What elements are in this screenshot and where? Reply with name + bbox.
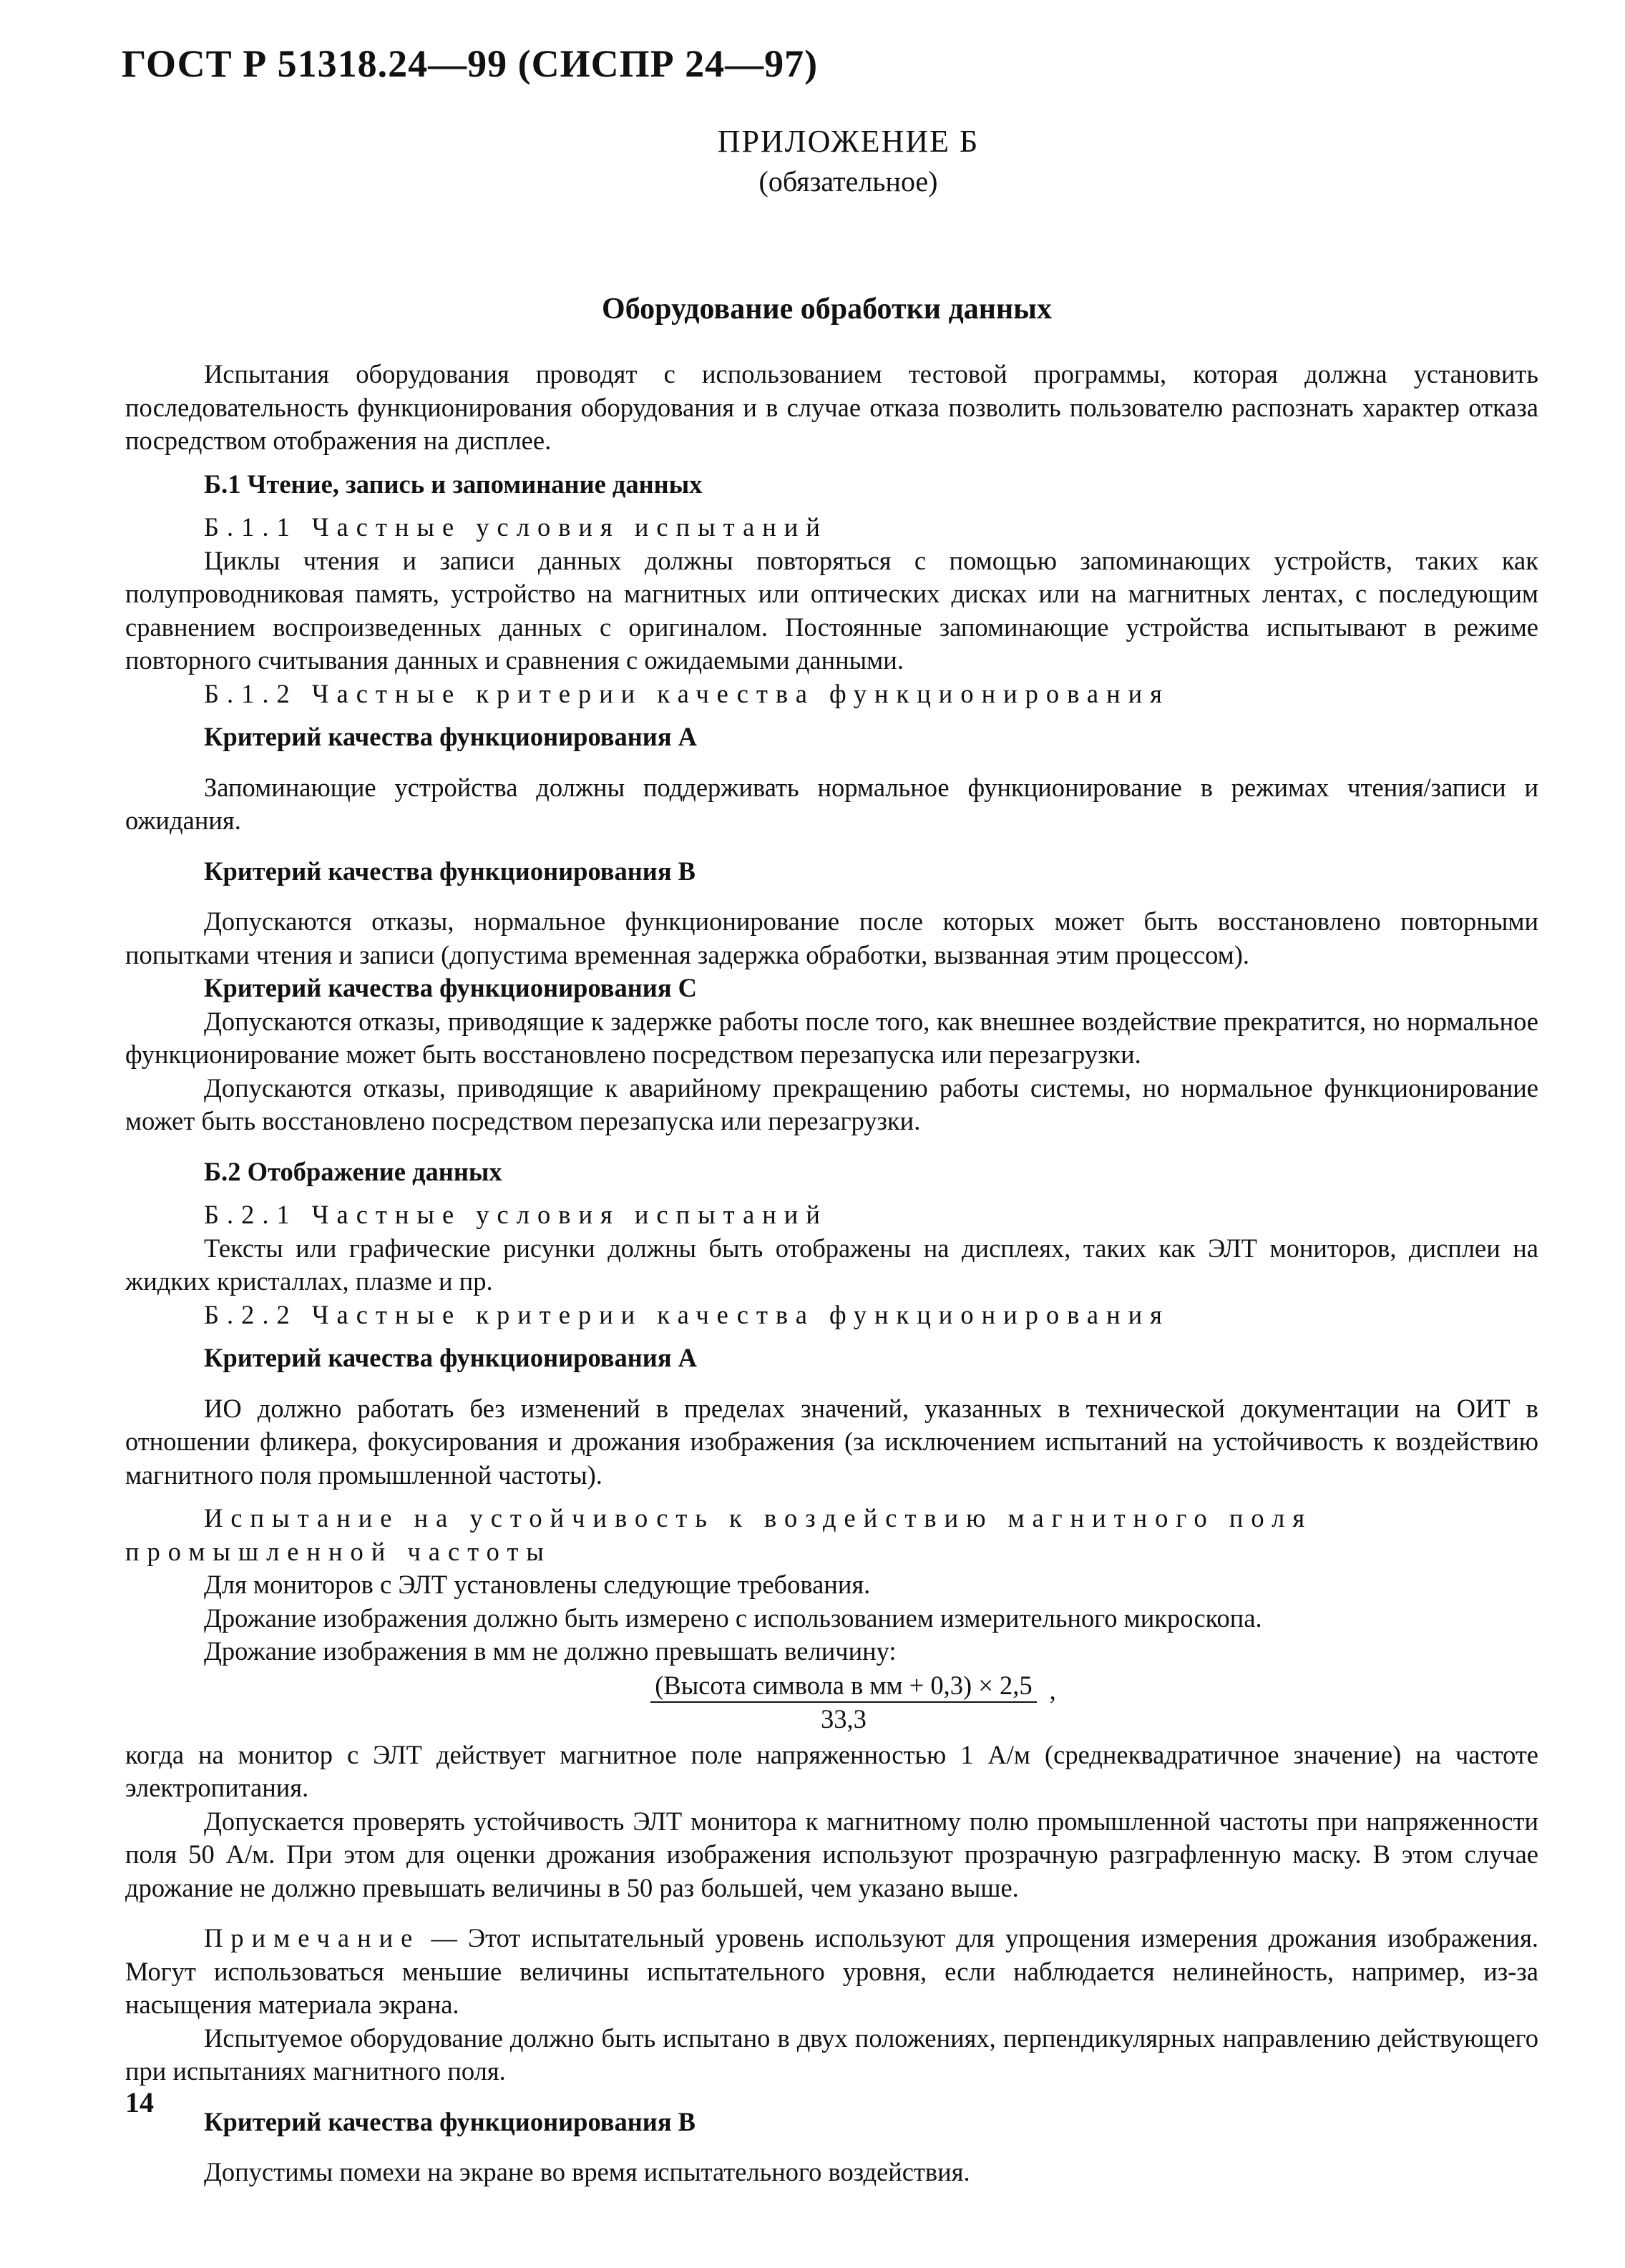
document-body (125, 358, 1538, 2189)
b1-criterion-c-text-2: Допускаются отказы, приводящие к аварийному прекращению работы системы, но нормальное функционирование может быть восстановлено посредством перезапуска или перезагрузки. (125, 1072, 1538, 1135)
appendix-subtitle: (обязательное) (758, 165, 938, 197)
document-title: Оборудование обработки данных (602, 293, 1052, 326)
b1-criterion-a-text: Запоминающие устройства должны поддерживать нормальное функционирование в режимах чтения/записи и ожидания. (125, 772, 1538, 835)
field-test-heading: Испытание на устойчивость к воздействию магнитного поля промышленной частоты (125, 1503, 1313, 1566)
microscope-measure-text: Дрожание изображения должно быть измерено с использованием измерительного микроскопа. (204, 1603, 1262, 1633)
section-b22-heading: Б.2.2 Частные критерии качества функционирования (204, 1299, 1170, 1329)
formula-numerator: (Высота символа в мм + 0,3) × 2,5 (650, 1670, 1036, 1703)
section-b1-heading: Б.1 Чтение, запись и запоминание данных (204, 469, 703, 499)
section-b11-text: Циклы чтения и записи данных должны повторяться с помощью запоминающих устройств, таких как полупроводниковая память, устройство на магнитных или оптических дисках или на магнитных лентах, с последующим сравнением воспроизведенных данных с оригиналом. Постоянные запоминающие устройства испытывают в режиме повторного считывания данных и сравнения с ожидаемыми данными. (125, 545, 1538, 675)
note-label: Примечание (204, 1923, 421, 1952)
standard-code-header: ГОСТ Р 51318.24—99 (СИСПР 24—97) (122, 42, 819, 85)
crt-requirements-text: Для мониторов с ЭЛТ установлены следующие требования. (204, 1570, 871, 1599)
section-b11-heading: Б.1.1 Частные условия испытаний (204, 512, 828, 542)
b2-criterion-b-text: Допустимы помехи на экране во время испытательного воздействия. (204, 2157, 970, 2186)
b1-criterion-c-text-1: Допускаются отказы, приводящие к задержке работы после того, как внешнее воздействие прекратится, но нормальное функционирование может быть восстановлено посредством перезапуска или перезагрузки. (125, 1006, 1538, 1069)
orientation-text: Испытуемое оборудование должно быть испытано в двух положениях, перпендикулярных направлению действующего при испытаниях магнитного поля. (125, 2023, 1538, 2086)
note-paragraph (125, 1922, 1538, 2022)
b2-criterion-a-text: ИО должно работать без изменений в пределах значений, указанных в технической документации на ОИТ в отношении фликера, фокусирования и дрожания изображения (за исключением испытаний на устойчивость к воздействию магнитного поля промышленной частоты). (125, 1393, 1538, 1490)
b1-criterion-b-heading: Критерий качества функционирования В (204, 856, 696, 886)
formula-comma: , (1049, 1675, 1056, 1705)
section-b2-heading: Б.2 Отображение данных (204, 1156, 502, 1186)
jitter-formula (125, 1670, 1538, 1739)
b1-criterion-b-text: Допускаются отказы, нормальное функционирование после которых может быть восстановлено повторными попытками чтения и записи (допустима временная задержка обработки, вызванная этим процессом). (125, 906, 1538, 969)
section-b21-heading: Б.2.1 Частные условия испытаний (204, 1200, 828, 1229)
section-b12-heading: Б.1.2 Частные критерии качества функционирования (204, 678, 1170, 708)
page-number: 14 (125, 2086, 154, 2118)
b1-criterion-c-heading: Критерий качества функционирования С (204, 973, 698, 1002)
formula-denominator: 33,3 (821, 1704, 867, 1734)
appendix-title: ПРИЛОЖЕНИЕ Б (717, 124, 980, 159)
b2-criterion-a-heading: Критерий качества функционирования А (204, 1343, 698, 1372)
intro-paragraph: Испытания оборудования проводят с использованием тестовой программы, которая должна установить последовательность функционирования оборудования и в случае отказа позволить пользователю распознать характер отказа посредством отображения на дисплее. (125, 359, 1538, 455)
section-b21-text: Тексты или графические рисунки должны быть отображены на дисплеях, таких как ЭЛТ мониторов, дисплеи на жидких кристаллах, плазме и пр. (125, 1233, 1538, 1296)
field-condition-text: когда на монитор с ЭЛТ действует магнитное поле напряженностью 1 А/м (среднеквадратичное значение) на частоте электропитания. (125, 1739, 1538, 1802)
formula-fraction (650, 1670, 1036, 1736)
jitter-limit-text: Дрожание изображения в мм не должно превышать величину: (204, 1636, 897, 1666)
b2-criterion-b-heading: Критерий качества функционирования В (204, 2106, 696, 2136)
b1-criterion-a-heading: Критерий качества функционирования А (204, 722, 698, 751)
alternative-test-text: Допускается проверять устойчивость ЭЛТ монитора к магнитному полю промышленной частоты при напряженности поля 50 А/м. При этом для оценки дрожания изображения используют прозрачную разграфленную маску. В этом случае дрожание не должно превышать величины в 50 раз большей, чем указано выше. (125, 1806, 1538, 1902)
note-text: — Этот испытательный уровень используют для упрощения измерения дрожания изображения. Могут использоваться меньшие величины испытательного уровня, если наблюдается нелинейность, например, из-за насыщения материала экрана. (125, 1923, 1538, 2019)
